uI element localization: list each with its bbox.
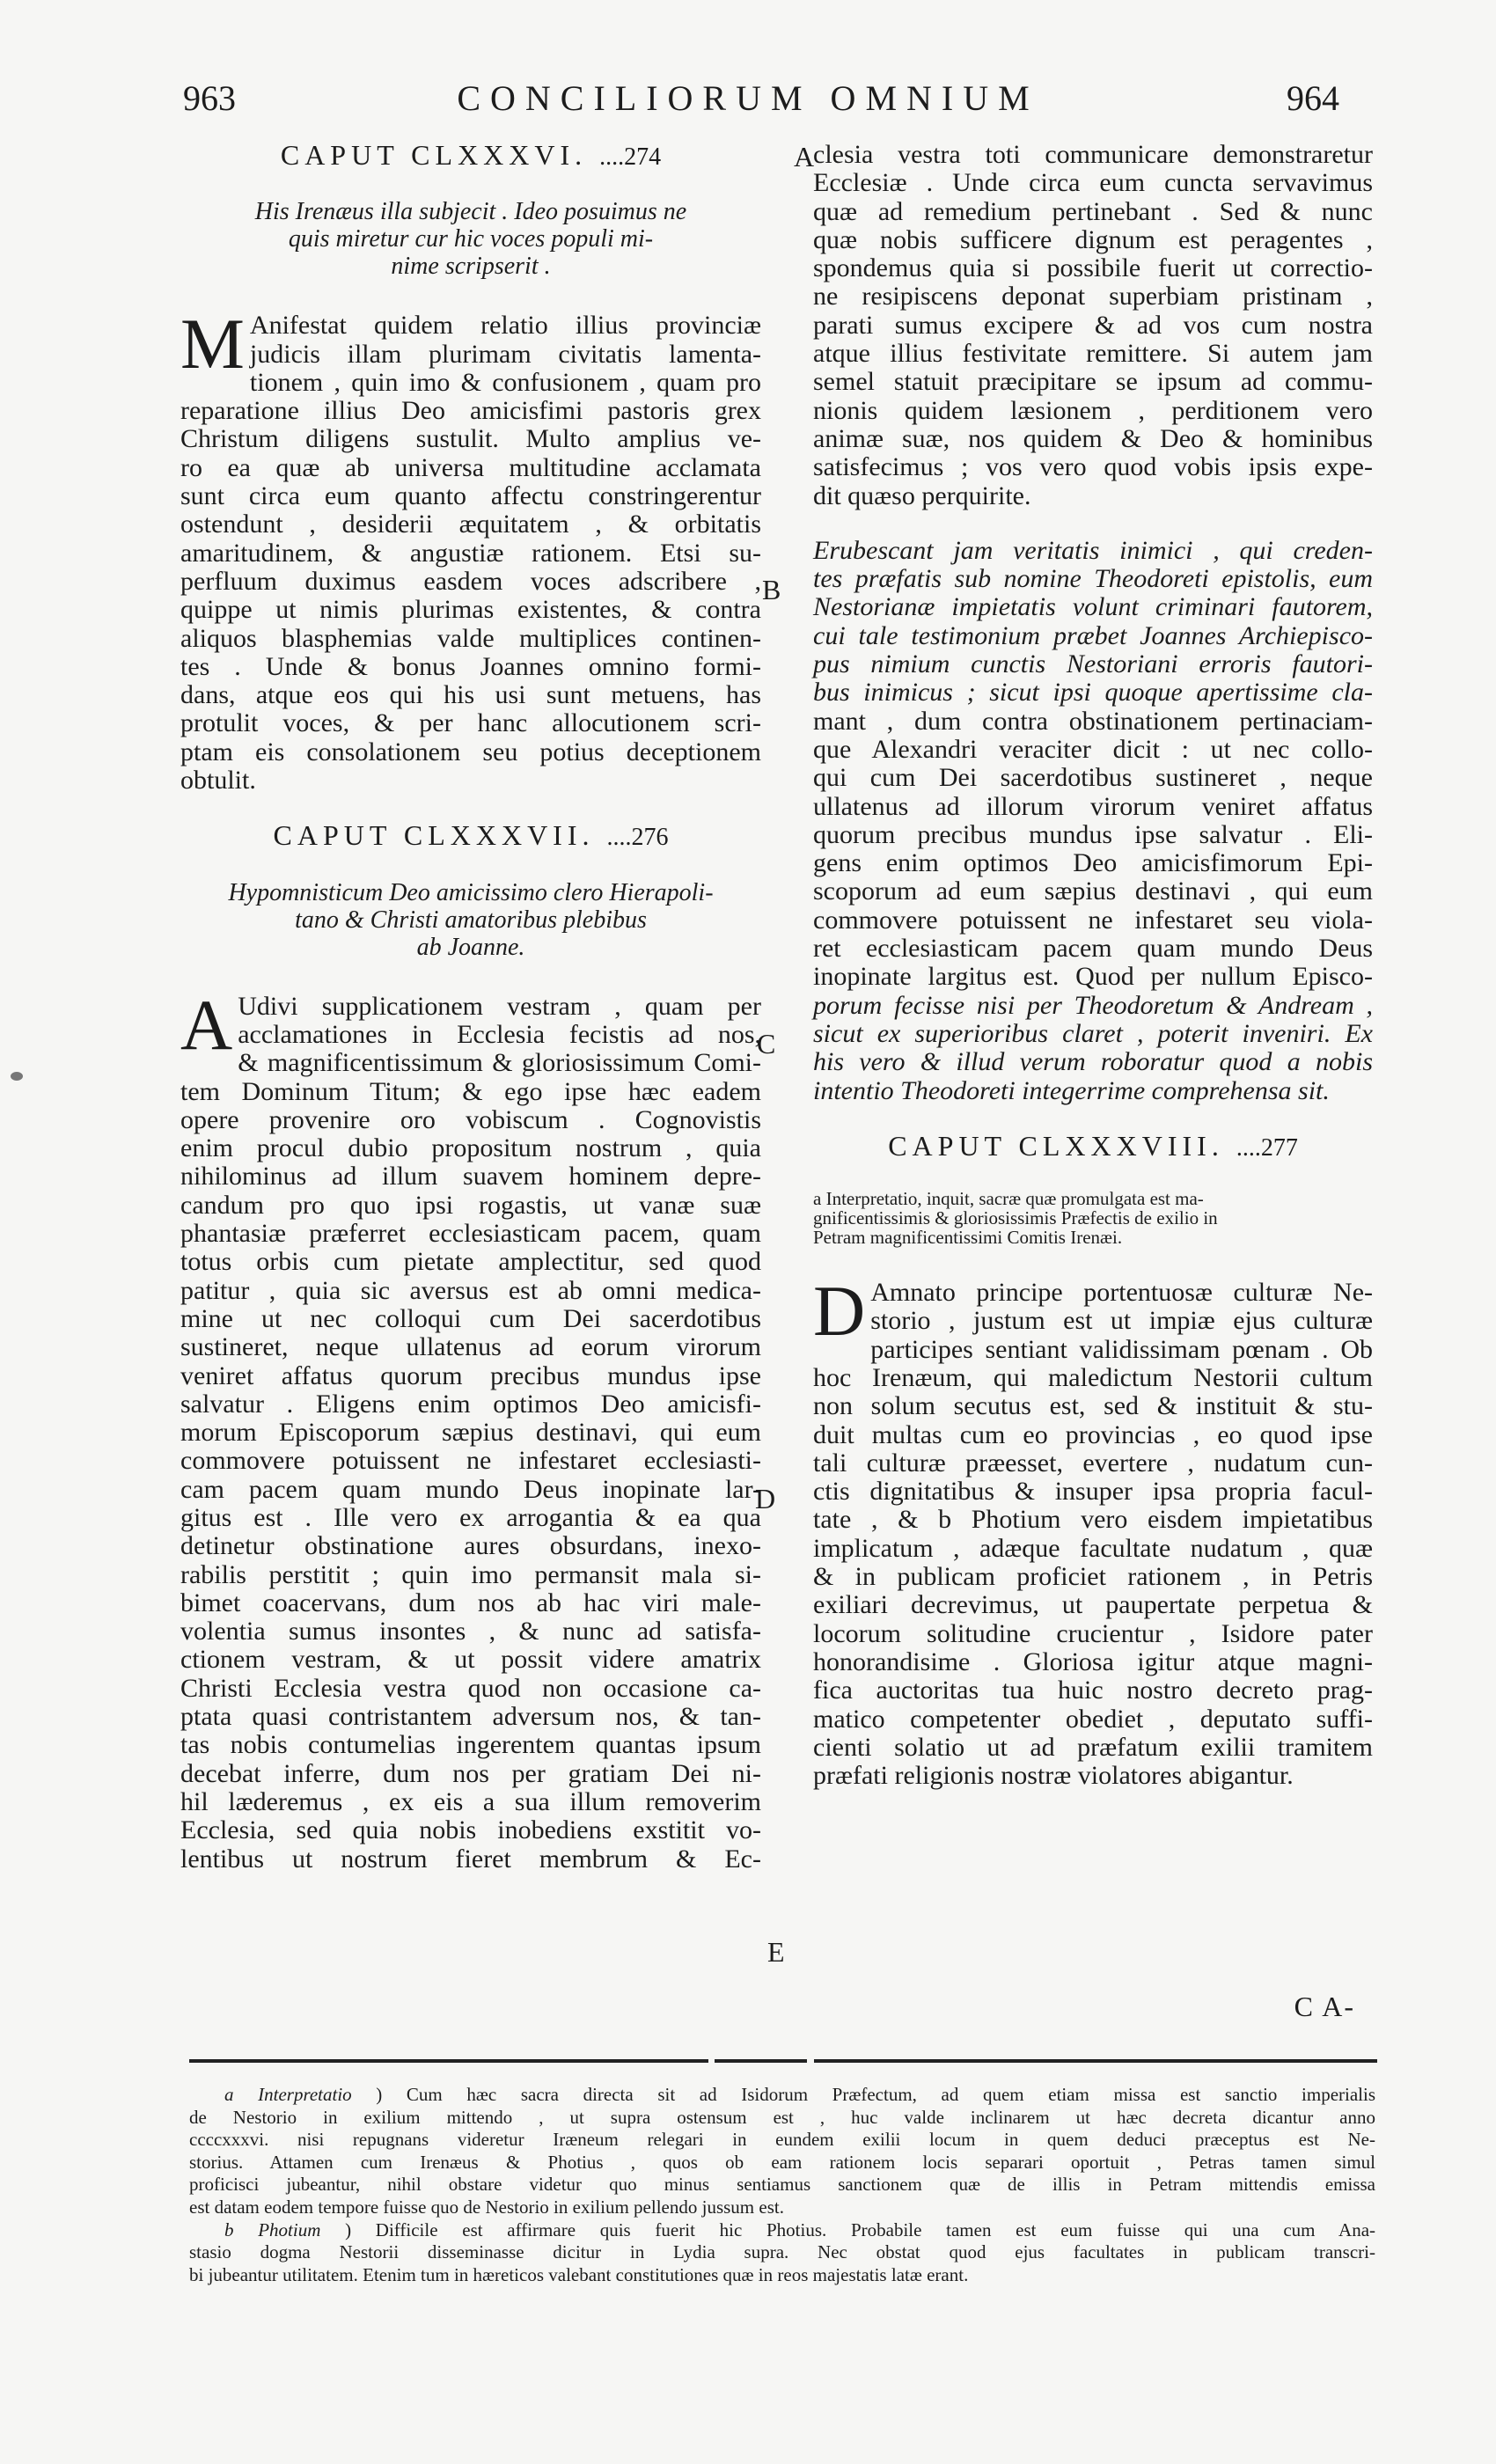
drop-cap: M xyxy=(180,304,245,385)
margin-letter-e: E xyxy=(767,1936,785,1968)
drop-cap: D xyxy=(813,1271,866,1352)
chapter-heading-187: CAPUT CLXXXVII. ....276 xyxy=(273,819,669,852)
footnote-a: a Interpretatio ) Cum hæc sacra directa sit ad Isidorum Præfectum, ad quem etiam missa est sanctio imperialis xyxy=(224,2084,1375,2105)
chapter-summary-186: His Irenæus illa subjecit . Ideo posuimus ne quis miretur cur hic voces populi mi- nime scripserit . xyxy=(254,198,687,281)
page-number-left: 963 xyxy=(183,78,236,118)
margin-letter-c: C xyxy=(757,1028,776,1060)
right-column xyxy=(794,141,1373,1816)
chapter-text-188: D Amnato principe portentuosæ culturæ Ne- storio , justum est ut impiæ ejus culturæ participes sentiant validissimam pœnam . Ob hoc Irenæum, qui maledictum Nestorii cultum non solum secutus est, sed & instituit & stu- duit multas cum eo provincias , eo quod ipse tali culturæ præesset, evertere , nudatum cun- ctis dignitatibus & insuper ipsa propria facul- tate , & b Photium vero eisdem impietatibus implicatum , adæque facultate nudatum , quæ & in publicam proficiet rationem , in Petris exiliari decrevimus, ut paupertate perpetua & locorum solitudine crucientur , Isidore pater honorandisime . Gloriosa igitur atque magni- fica auctoritas tua huic nostro decreto prag- matico competenter obediet , deputato suffi- cienti solatio ut ad præfatum exilii tramitem præfati religionis nostræ violatores abigantur. xyxy=(813,1271,1373,1791)
footnotes xyxy=(189,2084,1375,2286)
continuation-text: clesia vestra toti communicare demonstraretur Ecclesiæ . Unde circa eum cuncta servavimus quæ ad remedium pertinebant . Sed & nunc quæ nobis sufficere dignum est peragentes , spondemus quia si possibile fuerit ut correctio- ne resipiscens deponat superbiam pristinam , parati sumus excipere & ad vos cum nostra atque illius festivitate remittere. Si autem jam semel statuit præcipitare se ipsum ad commu- nionis quidem læsionem , perditionem vero animæ suæ, nos quidem & Deo & hominibus satisfecimus ; vos vero quod vobis ipsis expe- dit quæso perquirite. xyxy=(813,140,1373,510)
chapter-text-186: M Anifestat quidem relatio illius provinciæ judicis illam plurimam civitatis lamenta- tionem , quin imo & confusionem , quam pro reparatione illius Deo amicisfimi pastoris grex Christum diligens sustulit. Multo amplius ve- ro ea quæ ab universa multitudine acclamata sunt circa eum quanto affectu constringerentur ostendunt , desiderii æquitatem , & orbitatis amaritudinem, & angustiæ rationem. Etsi su- perfluum duximus easdem voces adscribere , quippe ut nimis plurimas existentes, & contra aliquos blasphemias valde multiplices continen- tes . Unde & bonus Joannes omnino formi- dans, atque eos qui his usi sunt metuens, has protulit voces, & per hanc allocutionem scri- ptam eis consolationem seu potius deceptionem obtulit. xyxy=(180,304,761,796)
chapter-heading-186: CAPUT CLXXXVI. ....274 xyxy=(280,139,662,171)
margin-letter-b: B xyxy=(762,574,781,605)
editor-comment: Erubescant jam veritatis inimici , qui creden- tes præfatis sub nomine Theodoreti epistolis, eum Nestorianæ impietatis volunt criminari fautorem, cui tale testimonium præbet Joannes Archiepisco- pus nimium cunctis Nestoriani erroris fautori- bus inimicus ; sicut ipsi quoque apertissime cla- mant , dum contra obstinationem pertinaciam- que Alexandri veraciter dicit : ut nec collo- qui cum Dei sacerdotibus sustineret , neque ullatenus ad illorum virorum veniret affatus quorum precibus mundus ipse salvatur . Eli- gens enim optimos Deo amicisfimorum Epi- scoporum ad eum sæpius destinavi , qui eum commovere potuissent ne infestaret seu viola- ret ecclesiasticam pacem quam mundo Deus inopinate largitus est. Quod per nullum Episco- porum fecisse nisi per Theodoretum & Andream , sicut ex superioribus claret , poterit inveniri. Ex his vero & illud verum roboratur quod a nobis intentio Theodoreti integerrime comprehensa sit. xyxy=(813,535,1373,1105)
footnote-b-body: stasio dogma Nestorii disseminasse dicitur in Lydia supra. Nec obstat quod ejus facultates in publicam transcri- bi jubeantur utilitatem. Etenim tum in hæreticos valebant constitutiones quæ in reos majestatis latæ erant. xyxy=(189,2241,1375,2285)
running-header xyxy=(0,77,1496,121)
footnote-rule xyxy=(715,2059,807,2063)
footnote-rule xyxy=(189,2059,708,2063)
margin-letter-d: D xyxy=(755,1483,776,1514)
page-number-right: 964 xyxy=(1287,78,1339,118)
left-column xyxy=(180,141,761,1900)
footnote-rule xyxy=(814,2059,1377,2063)
chapter-summary-187: Hypomnisticum Deo amicissimo clero Hierapoli- tano & Christi amatoribus plebibus ab Joanne. xyxy=(228,878,714,961)
drop-cap: A xyxy=(180,984,233,1065)
footnote-a-body: de Nestorio in exilium mittendo , ut supra ostensum est , huc valde inclinarem ut hæc decreta dicantur anno ccccxxxvi. nisi repugnans videretur Iræneum relegari in eundem exilii locum in quem deduci præceptus est Ne- storius. Attamen cum Irenæus & Photius , quos ob eam rationem locis separari oportuit , Petras tamen simul proficisci jubeantur, nihil obstare videtur quo minus sentiamus sanctionem quæ de illis in Petram mittendis emissa est datam eodem tempore fuisse quo de Nestorio in exilium pellendo jussum est. xyxy=(189,2106,1375,2218)
catchword: C A- xyxy=(1294,1991,1355,2022)
margin-letter-a: A xyxy=(794,141,815,172)
chapter-text-187: A Udivi supplicationem vestram , quam per acclamationes in Ecclesia fecistis ad nos, & magnificentissimum & gloriosissimum Comi- tem Dominum Titum; & ego ipse hæc eadem opere provenire oro vobiscum . Cognovistis enim procul dubio propositum nostrum , quia nihilominus ad illum suavem hominem depre- candum pro quo ipsi rogastis, ut vanæ suæ phantasiæ præferret ecclesiasticam pacem, quam totus orbis cum pietate amplectitur, sed quod patitur , quia sic aversus est ab omni medica- mine ut nec colloqui cum Dei sacerdotibus sustineret, neque ullatenus ad eorum virorum veniret affatus quorum precibus mundus ipse salvatur . Eligens enim optimos Deo amicisfi- morum Episcoporum sæpius destinavi, qui eum commovere potuissent ne infestaret ecclesiasti- cam pacem quam mundo Deus inopinate lar- gitus est . Ille vero ex arrogantia & ea qua detinetur obstinatione aures obsurdans, inexo- rabilis perstitit ; quin imo permansit mala si- bimet coacervans, dum nos ab hac viri male- volentia sumus insontes , & nunc ad satisfa- ctionem vestram, & ut possit videre amatrix Christi Ecclesia vestra quod non occasione ca- ptata quasi contristantem adversum nos, & tan- tas nobis contumelias ingerentem quantas ipsum decebat inferre, dum nos per gratiam Dei ni- hil læderemus , ex eis a sua illum removerim Ecclesia, sed quia nobis inobediens exstitit vo- lentibus ut nostrum fieret membrum & Ec- xyxy=(180,984,761,1874)
chapter-heading-188: CAPUT CLXXXVIII. ....277 xyxy=(888,1129,1298,1162)
chapter-summary-188: a Interpretatio, inquit, sacræ quæ promulgata est ma- gnificentissimis & gloriosissimis Præfectis de exilio in Petram magnificentissimi Comitis Irenæi. xyxy=(813,1188,1218,1249)
running-title: CONCILIORUM OMNIUM xyxy=(457,78,1039,118)
footnote-b: b Photium ) Difficile est affirmare quis fuerit hic Photius. Probabile tamen est eum fuisse qui una cum Ana- xyxy=(224,2218,1376,2240)
binding-mark xyxy=(11,1072,23,1081)
